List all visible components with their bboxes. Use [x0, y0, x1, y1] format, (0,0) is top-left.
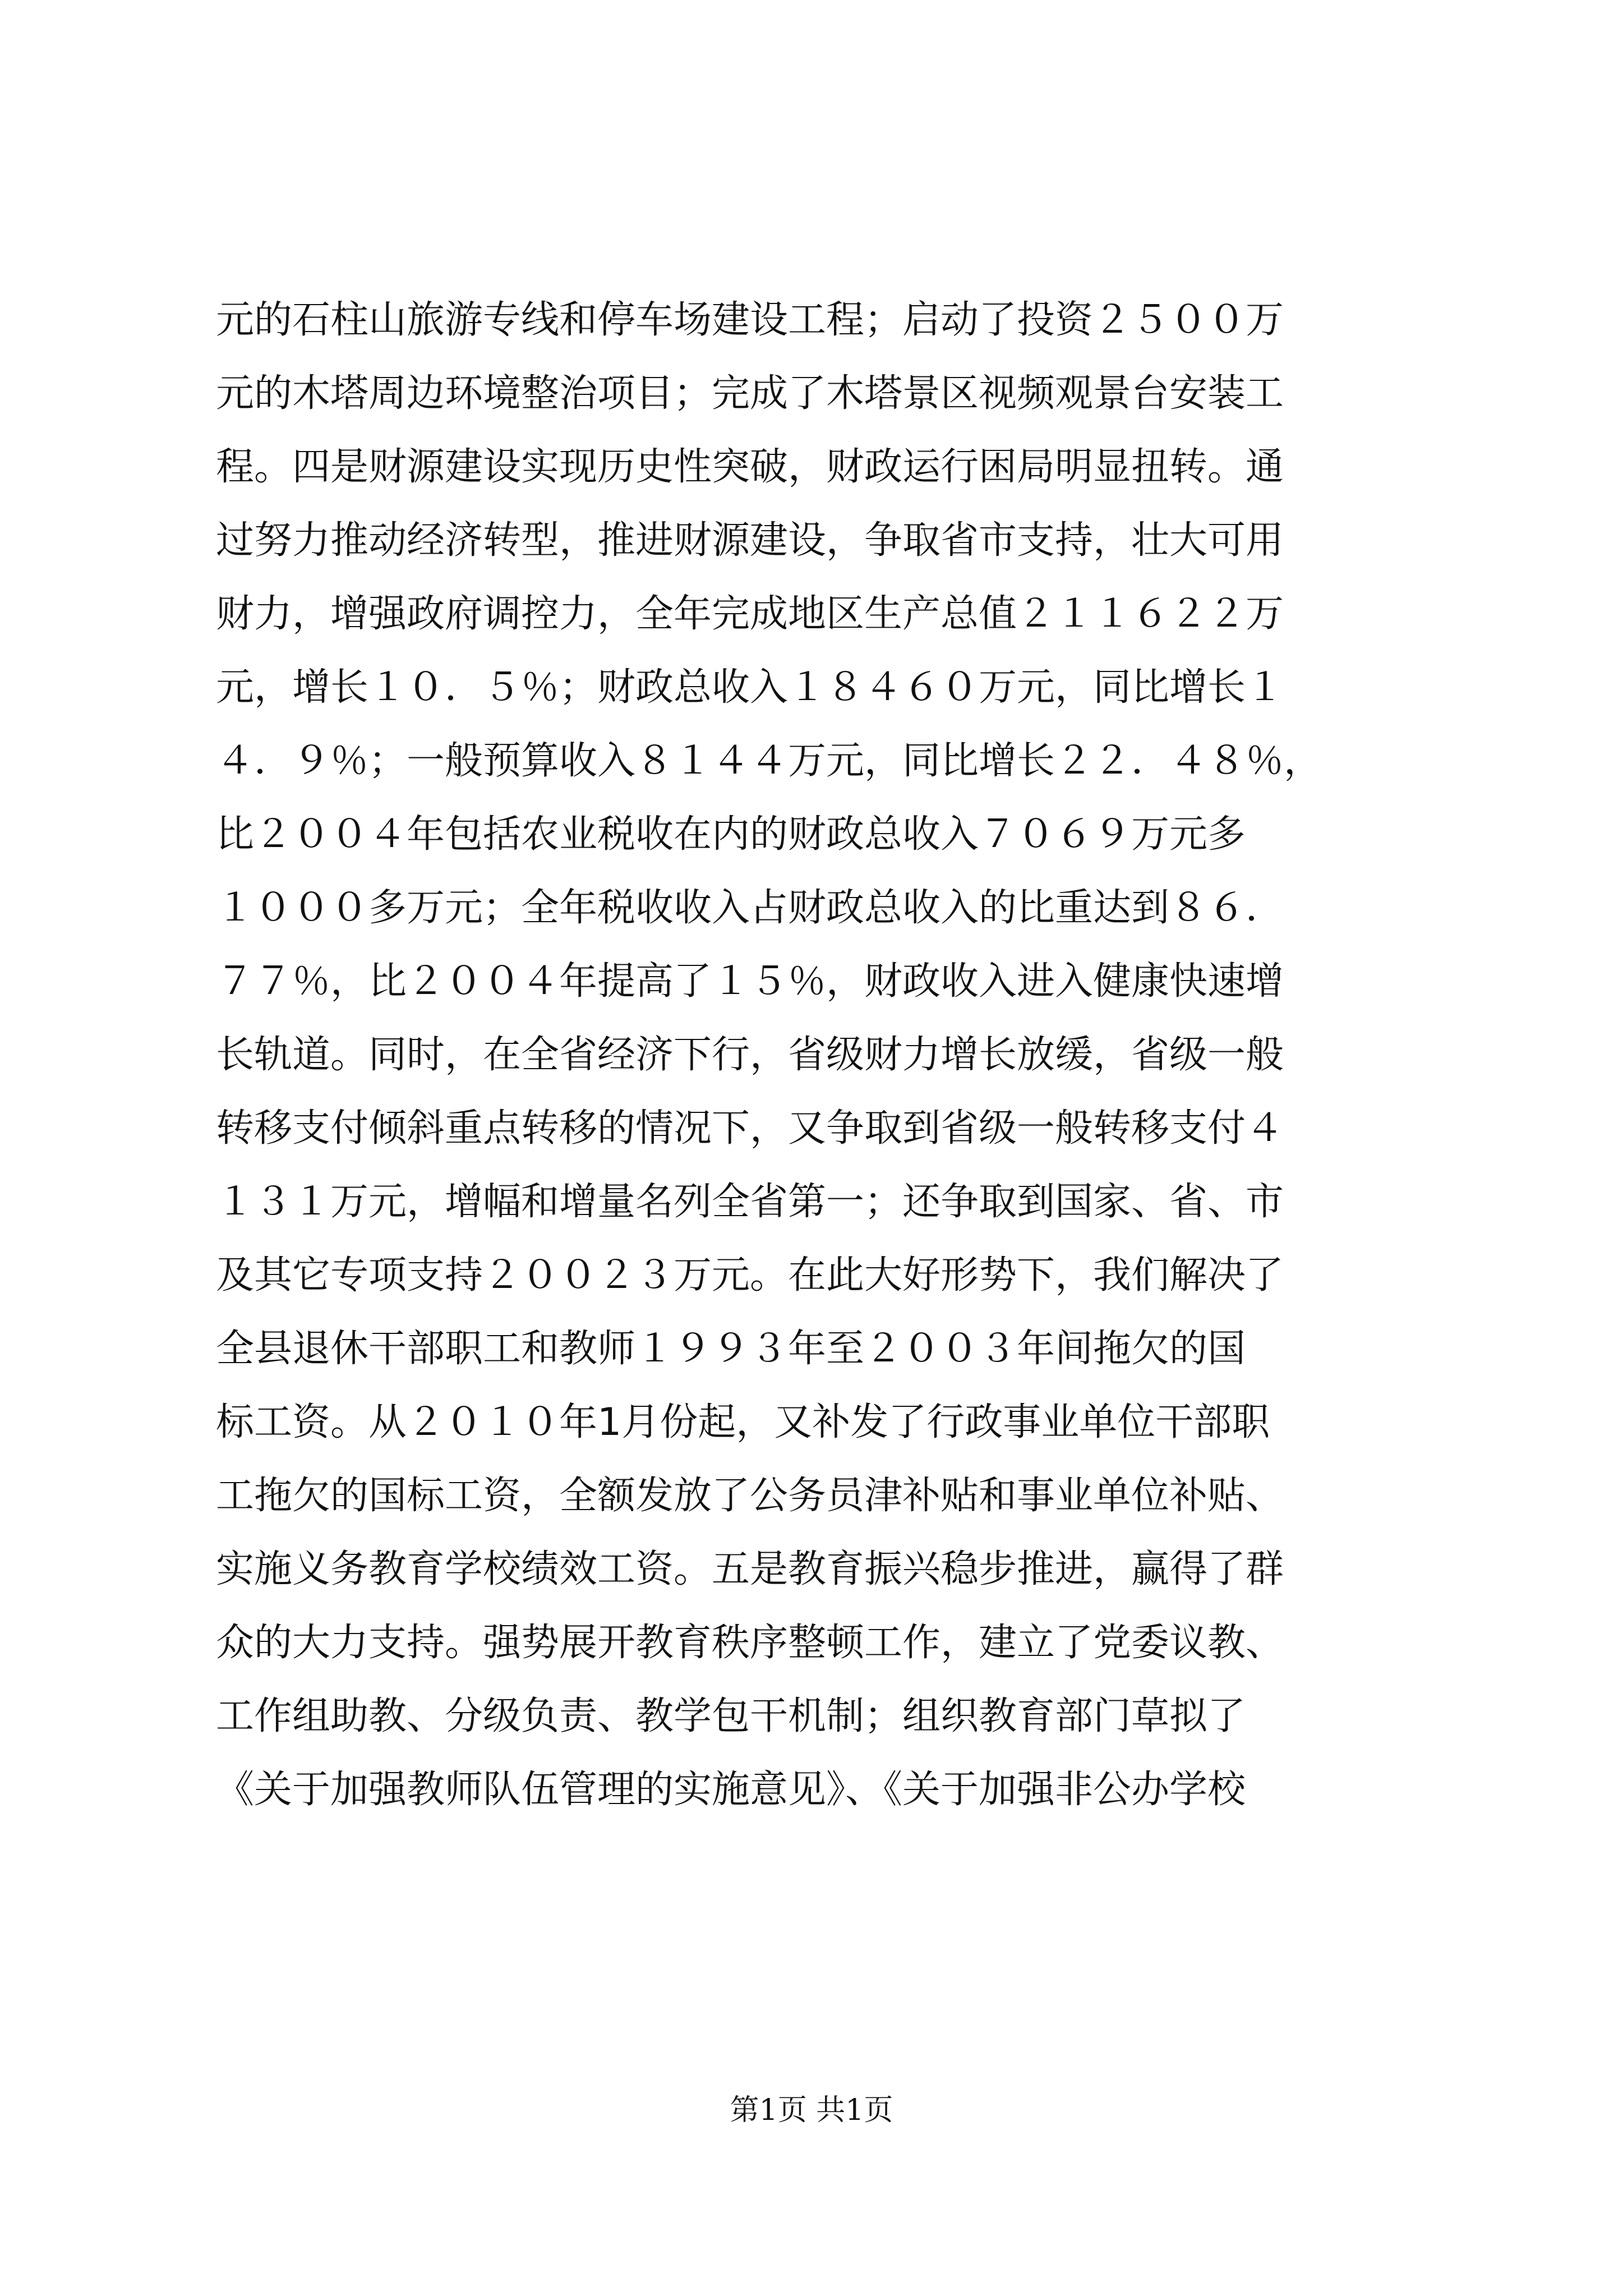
text-line: 众的大力支持。强势展开教育秩序整顿工作，建立了党委议教、 [216, 1621, 1284, 1665]
text-line: 工作组助教、分级负责、教学包干机制；组织教育部门草拟了 [216, 1694, 1246, 1738]
text-line: 长轨道。同时，在全省经济下行，省级财力增长放缓，省级一般 [216, 1033, 1284, 1077]
text-line: 转移支付倾斜重点转移的情况下，又争取到省级一般转移支付４ [216, 1106, 1284, 1151]
text-line: 过努力推动经济转型，推进财源建设，争取省市支持，壮大可用 [216, 518, 1284, 563]
page-footer: 第1页 共1页 [730, 2093, 893, 2127]
text-line: 比２００４年包括农业税收在内的财政总收入７０６９万元多 [216, 812, 1246, 857]
text-line: 标工资。从２０１０年1月份起，又补发了行政事业单位干部职 [216, 1400, 1270, 1444]
text-line: ７７％，比２００４年提高了１５％，财政收入进入健康快速增 [216, 959, 1284, 1004]
text-line: 元，增长１０．５％；财政总收入１８４６０万元，同比增长１ [216, 665, 1284, 710]
text-line: 财力，增强政府调控力，全年完成地区生产总值２１１６２２万 [216, 592, 1284, 636]
text-line: 元的石柱山旅游专线和停车场建设工程；启动了投资２５００万 [216, 298, 1284, 342]
text-line: １３１万元，增幅和增量名列全省第一；还争取到国家、省、市 [216, 1180, 1284, 1224]
text-line: 元的木塔周边环境整治项目；完成了木塔景区视频观景台安装工 [216, 371, 1284, 416]
text-line: ４．９％；一般预算收入８１４４万元，同比增长２２．４８％， [216, 739, 1322, 783]
text-line: 实施义务教育学校绩效工资。五是教育振兴稳步推进，赢得了群 [216, 1547, 1284, 1591]
body-text [216, 283, 1416, 1826]
text-line: 《关于加强教师队伍管理的实施意见》、《关于加强非公办学校 [216, 1768, 1246, 1812]
text-line: 全县退休干部职工和教师１９９３年至２００３年间拖欠的国 [216, 1327, 1246, 1371]
text-line: 及其它专项支持２００２３万元。在此大好形势下，我们解决了 [216, 1253, 1284, 1297]
text-line: 工拖欠的国标工资，全额发放了公务员津补贴和事业单位补贴、 [216, 1474, 1284, 1518]
text-line: １０００多万元；全年税收收入占财政总收入的比重达到８６． [216, 886, 1284, 930]
text-line: 程。四是财源建设实现历史性突破，财政运行困局明显扭转。通 [216, 445, 1284, 489]
